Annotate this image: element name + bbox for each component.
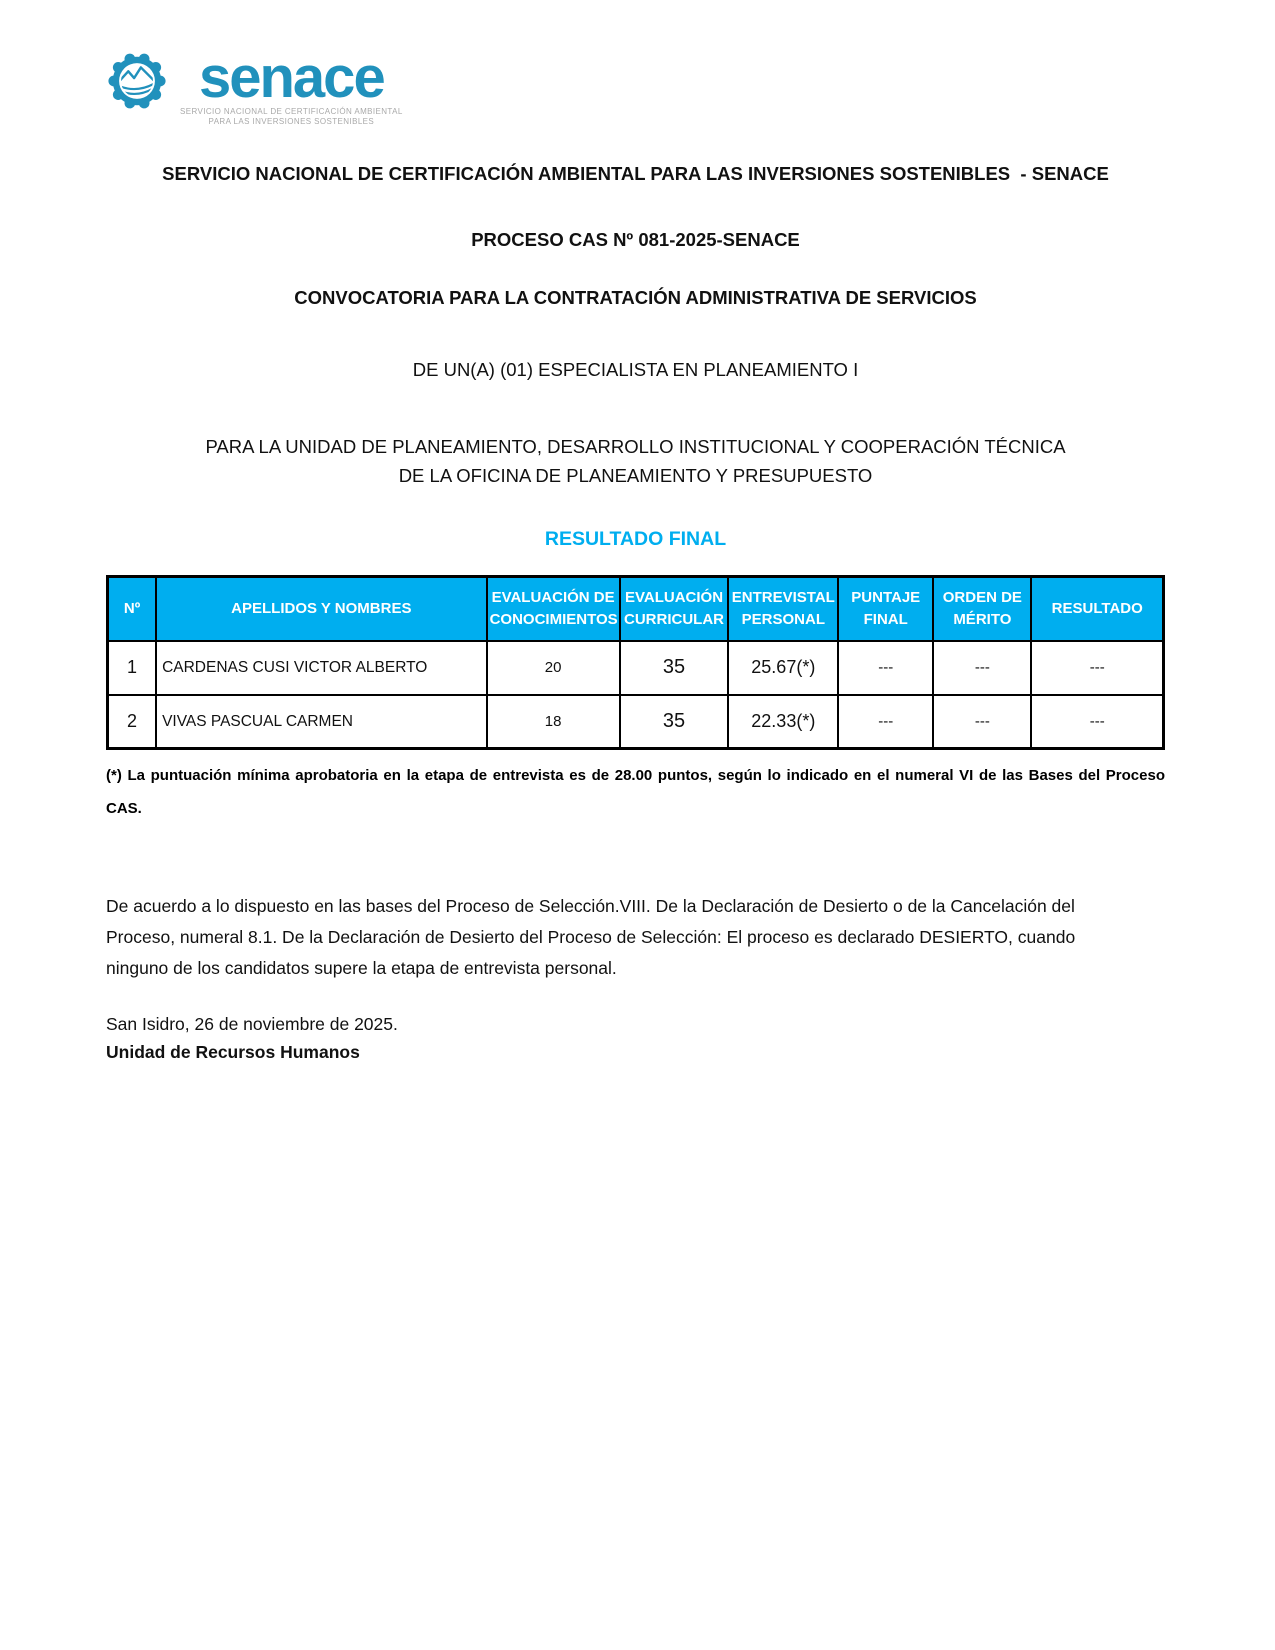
header-evaluacion-conocimientos: EVALUACIÓN DE CONOCIMIENTOS bbox=[487, 577, 620, 641]
cell-orden: --- bbox=[933, 695, 1031, 749]
results-table-body bbox=[108, 641, 1164, 749]
signature-unit: Unidad de Recursos Humanos bbox=[106, 1042, 360, 1063]
table-row bbox=[108, 641, 1164, 695]
cell-num: 1 bbox=[108, 641, 157, 695]
cell-resultado: --- bbox=[1031, 641, 1163, 695]
footnote: (*) La puntuación mínima aprobatoria en la etapa de entrevista es de 28.00 puntos, según lo indicado en el numeral VI de las Bases del Proceso CAS. bbox=[106, 767, 1165, 817]
header-entrevista-personal: ENTREVISTAL PERSONAL bbox=[728, 577, 838, 641]
unit-title-line2: DE LA OFICINA DE PLANEAMIENTO Y PRESUPUESTO bbox=[398, 464, 873, 486]
cell-entrevista: 25.67(*) bbox=[728, 641, 838, 695]
cell-puntaje: --- bbox=[838, 641, 933, 695]
header-resultado: RESULTADO bbox=[1031, 577, 1163, 641]
cell-puntaje: --- bbox=[838, 695, 933, 749]
logo-tagline-line2: PARA LAS INVERSIONES SOSTENIBLES bbox=[208, 117, 375, 127]
cell-orden: --- bbox=[933, 641, 1031, 695]
process-number-title: PROCESO CAS Nº 081-2025-SENACE bbox=[471, 229, 800, 251]
results-table bbox=[106, 575, 1165, 750]
call-title: CONVOCATORIA PARA LA CONTRATACIÓN ADMINISTRATIVA DE SERVICIOS bbox=[294, 287, 977, 309]
header-orden-merito: ORDEN DE MÉRITO bbox=[933, 577, 1031, 641]
position-title: DE UN(A) (01) ESPECIALISTA EN PLANEAMIENTO I bbox=[412, 359, 859, 381]
header-num: Nº bbox=[108, 577, 157, 641]
cell-conocimientos: 20 bbox=[487, 641, 620, 695]
cell-name: VIVAS PASCUAL CARMEN bbox=[156, 695, 487, 749]
cell-name: CARDENAS CUSI VICTOR ALBERTO bbox=[156, 641, 487, 695]
cell-conocimientos: 18 bbox=[487, 695, 620, 749]
senace-gear-icon bbox=[106, 50, 168, 112]
cell-curricular: 35 bbox=[620, 641, 729, 695]
logo-tagline-line1: SERVICIO NACIONAL DE CERTIFICACIÓN AMBIENTAL bbox=[180, 107, 403, 117]
header-puntaje-final: PUNTAJE FINAL bbox=[838, 577, 933, 641]
body-paragraph: De acuerdo a lo dispuesto en las bases del Proceso de Selección.VIII. De la Declaración de Desierto o de la Cancelación del Proceso, numeral 8.1. De la Declaración de Desierto del Proceso de Selección: El proceso es declarado DESIERTO, cuando ninguno de los candidatos supere la etapa de entrevista personal. bbox=[106, 895, 1076, 979]
logo-tagline bbox=[180, 107, 403, 127]
cell-num: 2 bbox=[108, 695, 157, 749]
unit-title-line1: PARA LA UNIDAD DE PLANEAMIENTO, DESARROLLO INSTITUCIONAL Y COOPERACIÓN TÉCNICA bbox=[205, 436, 1066, 458]
date-line: San Isidro, 26 de noviembre de 2025. bbox=[106, 1014, 398, 1035]
unit-title bbox=[106, 433, 1165, 490]
header-evaluacion-curricular: EVALUACIÓN CURRICULAR bbox=[620, 577, 729, 641]
section-title-resultado-final: RESULTADO FINAL bbox=[544, 528, 727, 551]
senace-logo bbox=[106, 0, 1165, 127]
header-row bbox=[108, 577, 1164, 641]
cell-resultado: --- bbox=[1031, 695, 1163, 749]
cell-curricular: 35 bbox=[620, 695, 729, 749]
document-title: SERVICIO NACIONAL DE CERTIFICACIÓN AMBIENTAL PARA LAS INVERSIONES SOSTENIBLES - SENACE bbox=[162, 163, 1109, 185]
header-apellidos-nombres: APELLIDOS Y NOMBRES bbox=[156, 577, 487, 641]
table-row bbox=[108, 695, 1164, 749]
cell-entrevista: 22.33(*) bbox=[728, 695, 838, 749]
logo-wordmark: senace bbox=[198, 45, 384, 110]
results-table-header bbox=[108, 577, 1164, 641]
logo-text-block bbox=[180, 45, 403, 127]
